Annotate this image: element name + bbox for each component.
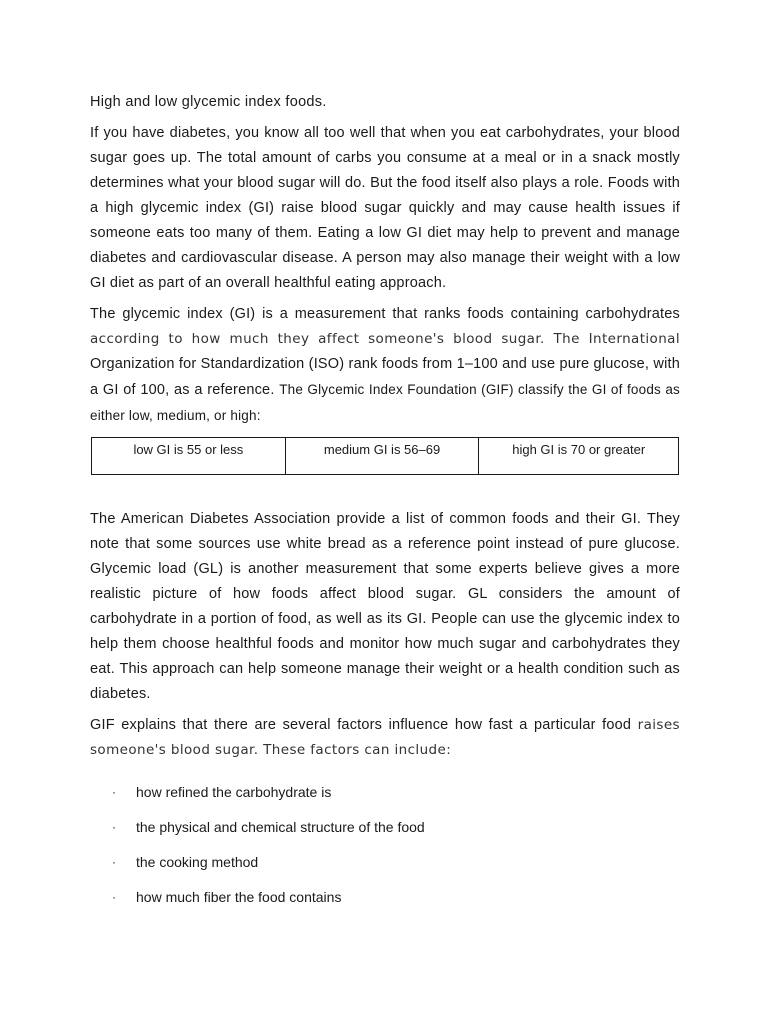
gi-high-cell: high GI is 70 or greater <box>479 438 679 475</box>
bullet-icon: · <box>112 785 116 799</box>
factors-list <box>90 775 680 915</box>
factor-text: how refined the carbohydrate is <box>136 784 332 800</box>
paragraph-ada-glycemic-load: The American Diabetes Association provide a list of common foods and their GI. They note that some sources use white bread as a reference point instead of pure glucose. Glycemic load (GL) is another measurement that some experts believe gives a more realistic picture of how foods affect blood sugar. GL considers the amount of carbohydrate in a portion of food, as well as its GI. People can use the glycemic index to help them choose healthful foods and monitor how much sugar and carbohydrates they eat. This approach can help someone manage their weight or a health condition such as diabetes. <box>90 511 680 702</box>
gi-classification-table <box>91 437 679 475</box>
list-item <box>90 810 680 845</box>
paragraph-gif-factors <box>90 713 680 763</box>
document-title: High and low glycemic index foods. <box>90 94 327 110</box>
bullet-icon: · <box>112 855 116 869</box>
bullet-icon: · <box>112 890 116 904</box>
list-item <box>90 775 680 810</box>
factor-text: the cooking method <box>136 854 259 870</box>
paragraph-gi-definition <box>90 302 680 429</box>
gif-factors-line2: raises someone's blood sugar. These factors can include: <box>90 717 680 758</box>
list-item <box>90 880 680 915</box>
gi-low-cell: low GI is 55 or less <box>92 438 286 475</box>
gi-definition-line4: The Glycemic Index Foundation (GIF) classify the GI of foods as either low, medium, or high: <box>90 382 680 423</box>
gi-definition-line3: Organization for Standardization (ISO) rank foods from 1–100 and use pure glucose, with a GI of 100, as a reference. <box>90 356 680 398</box>
paragraph-diabetes-intro: If you have diabetes, you know all too well that when you eat carbohydrates, your blood sugar goes up. The total amount of carbs you consume at a meal or in a snack mostly determines what your blood sugar will do. But the food itself also plays a role. Foods with a high glycemic index (GI) raise blood sugar quickly and may cause health issues if someone eats too many of them. Eating a low GI diet may help to prevent and manage diabetes and cardiovascular disease. A person may also manage their weight with a low GI diet as part of an overall healthful eating approach. <box>90 125 680 291</box>
gif-factors-line1: GIF explains that there are several factors influence how fast a particular food <box>90 717 632 733</box>
bullet-icon: · <box>112 820 116 834</box>
factor-text: the physical and chemical structure of the food <box>136 819 425 835</box>
gi-definition-line2: according to how much they affect someone's blood sugar. The International <box>90 331 680 347</box>
document-page <box>90 90 680 915</box>
gi-medium-cell: medium GI is 56–69 <box>285 438 479 475</box>
table-row <box>92 438 679 475</box>
list-item <box>90 845 680 880</box>
factor-text: how much fiber the food contains <box>136 889 342 905</box>
gi-definition-line1: The glycemic index (GI) is a measurement that ranks foods containing carbohydrates <box>90 306 680 322</box>
